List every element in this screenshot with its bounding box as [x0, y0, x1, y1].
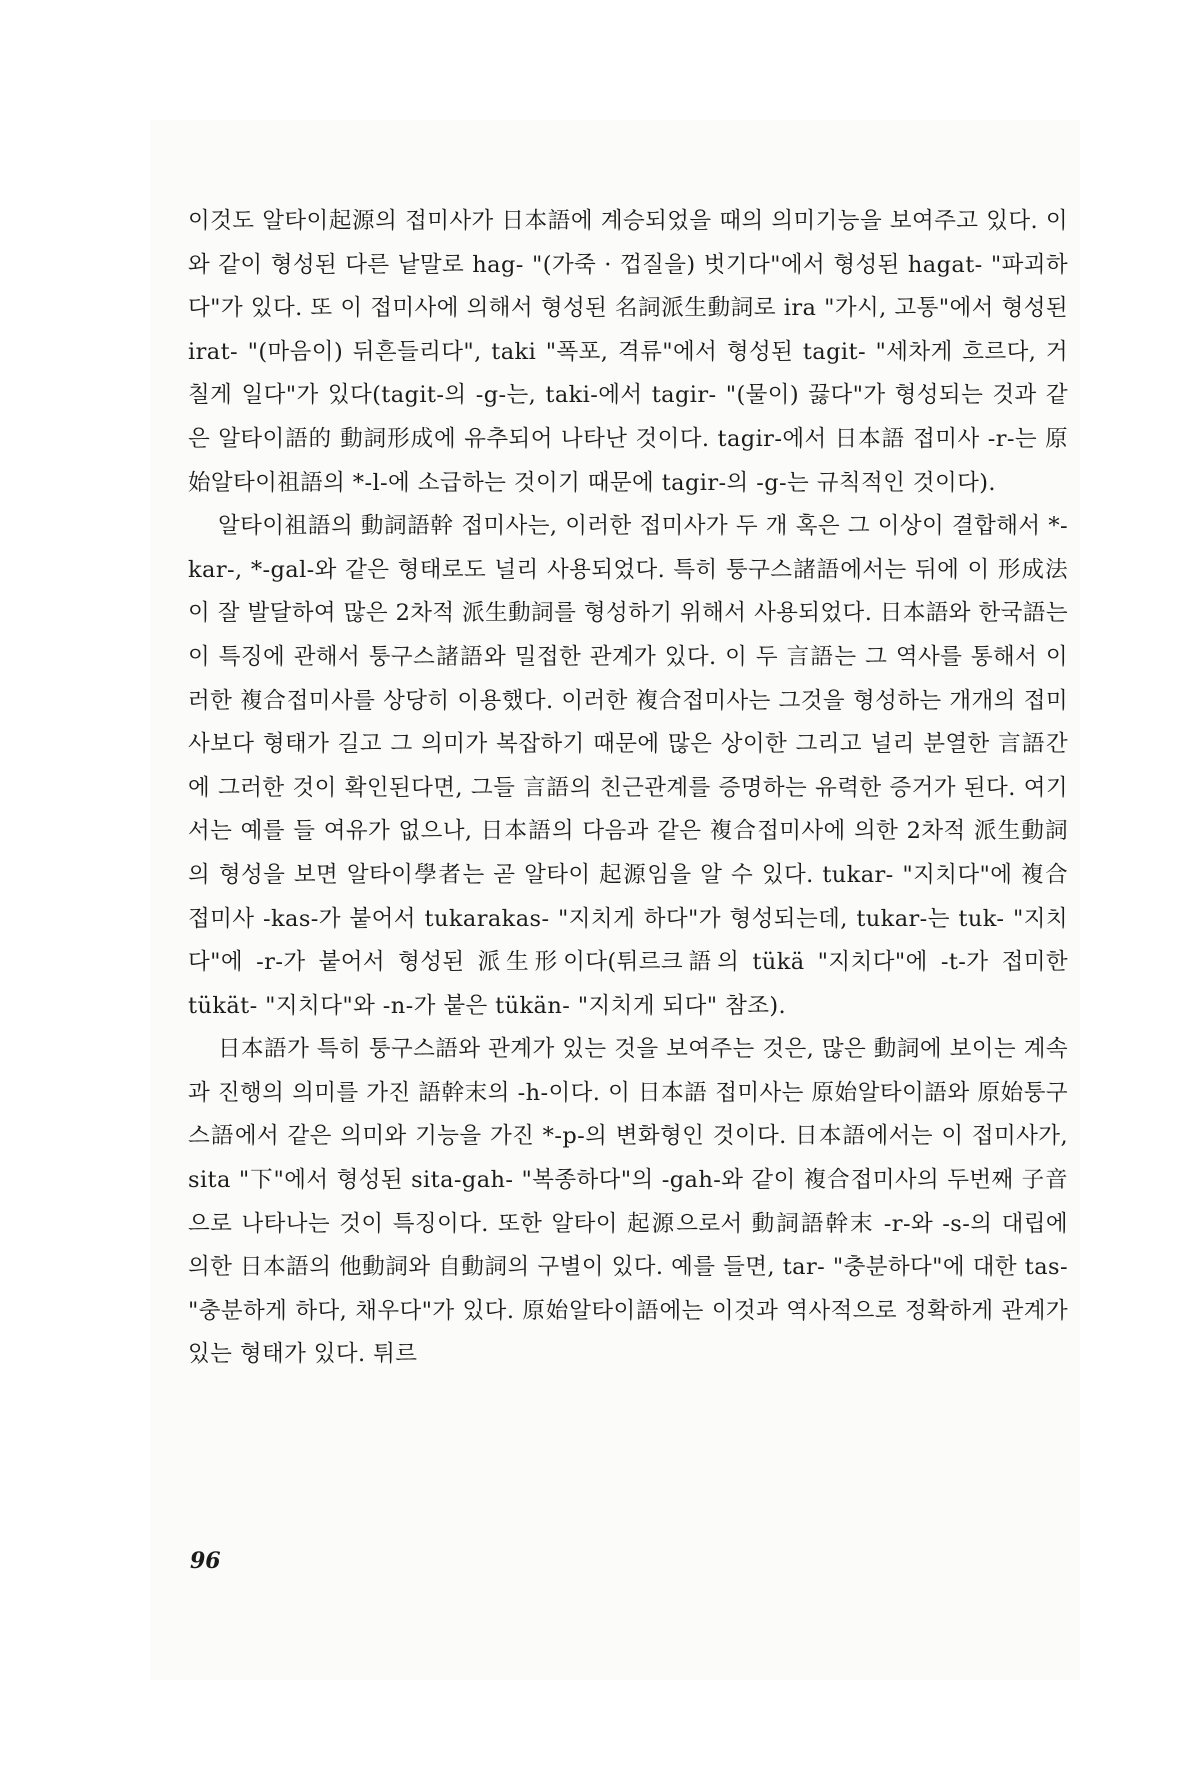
body-text [188, 200, 1068, 1377]
paragraph-3: 日本語가 특히 퉁구스語와 관계가 있는 것을 보여주는 것은, 많은 動詞에 보이는 계속과 진행의 의미를 가진 語幹末의 -h-이다. 이 日本語 접미사는 原始알타이語와 原始퉁구스語에서 같은 의미와 기능을 가진 *-p-의 변화형인 것이다. 日本語에서는 이 접미사가, sita "下"에서 형성된 sita-gah- "복종하다"의 -gah-와 같이 複合접미사의 두번째 子音으로 나타나는 것이 특징이다. 또한 알타이 起源으로서 動詞語幹末 -r-와 -s-의 대립에 의한 日本語의 他動詞와 自動詞의 구별이 있다. 예를 들면, tar- "충분하다"에 대한 tas- "충분하게 하다, 채우다"가 있다. 原始알타이語에는 이것과 역사적으로 정확하게 관계가 있는 형태가 있다. 튀르 [188, 1036, 1068, 1368]
page-number: 96 [190, 1548, 221, 1574]
paragraph-2: 알타이祖語의 動詞語幹 접미사는, 이러한 접미사가 두 개 혹은 그 이상이 결합해서 *-kar-, *-gal-와 같은 형태로도 널리 사용되었다. 특히 퉁구스諸語에서는 뒤에 이 形成法이 잘 발달하여 많은 2차적 派生動詞를 형성하기 위해서 사용되었다. 日本語와 한국語는 이 특징에 관해서 퉁구스諸語와 밀접한 관계가 있다. 이 두 言語는 그 역사를 통해서 이러한 複合접미사를 상당히 이용했다. 이러한 複合접미사는 그것을 형성하는 개개의 접미사보다 형태가 길고 그 의미가 복잡하기 때문에 많은 상이한 그리고 널리 분열한 言語간에 그러한 것이 확인된다면, 그들 言語의 친근관계를 증명하는 유력한 증거가 된다. 여기서는 예를 들 여유가 없으나, 日本語의 다음과 같은 複合접미사에 의한 2차적 派生動詞의 형성을 보면 알타이學者는 곧 알타이 起源임을 알 수 있다. tukar- "지치다"에 複合접미사 -kas-가 붙어서 tukarakas- "지치게 하다"가 형성되는데, tukar-는 tuk- "지치다"에 -r-가 붙어서 형성된 派生形이다(튀르크語의 tükä "지치다"에 -t-가 접미한 tükät- "지치다"와 -n-가 붙은 tükän- "지치게 되다" 참조). [188, 513, 1068, 1019]
paragraph-1: 이것도 알타이起源의 접미사가 日本語에 계승되었을 때의 의미기능을 보여주고 있다. 이와 같이 형성된 다른 낱말로 hag- "(가죽 · 껍질을) 벗기다"에서 형성된 hagat- "파괴하다"가 있다. 또 이 접미사에 의해서 형성된 名詞派生動詞로 ira "가시, 고통"에서 형성된 irat- "(마음이) 뒤흔들리다", taki "폭포, 격류"에서 형성된 tagit- "세차게 흐르다, 거칠게 일다"가 있다(tagit-의 -g-는, taki-에서 tagir- "(물이) 끓다"가 형성되는 것과 같은 알타이語的 動詞形成에 유추되어 나타난 것이다. tagir-에서 日本語 접미사 -r-는 原始알타이祖語의 *-l-에 소급하는 것이기 때문에 tagir-의 -g-는 규칙적인 것이다). [188, 208, 1068, 496]
